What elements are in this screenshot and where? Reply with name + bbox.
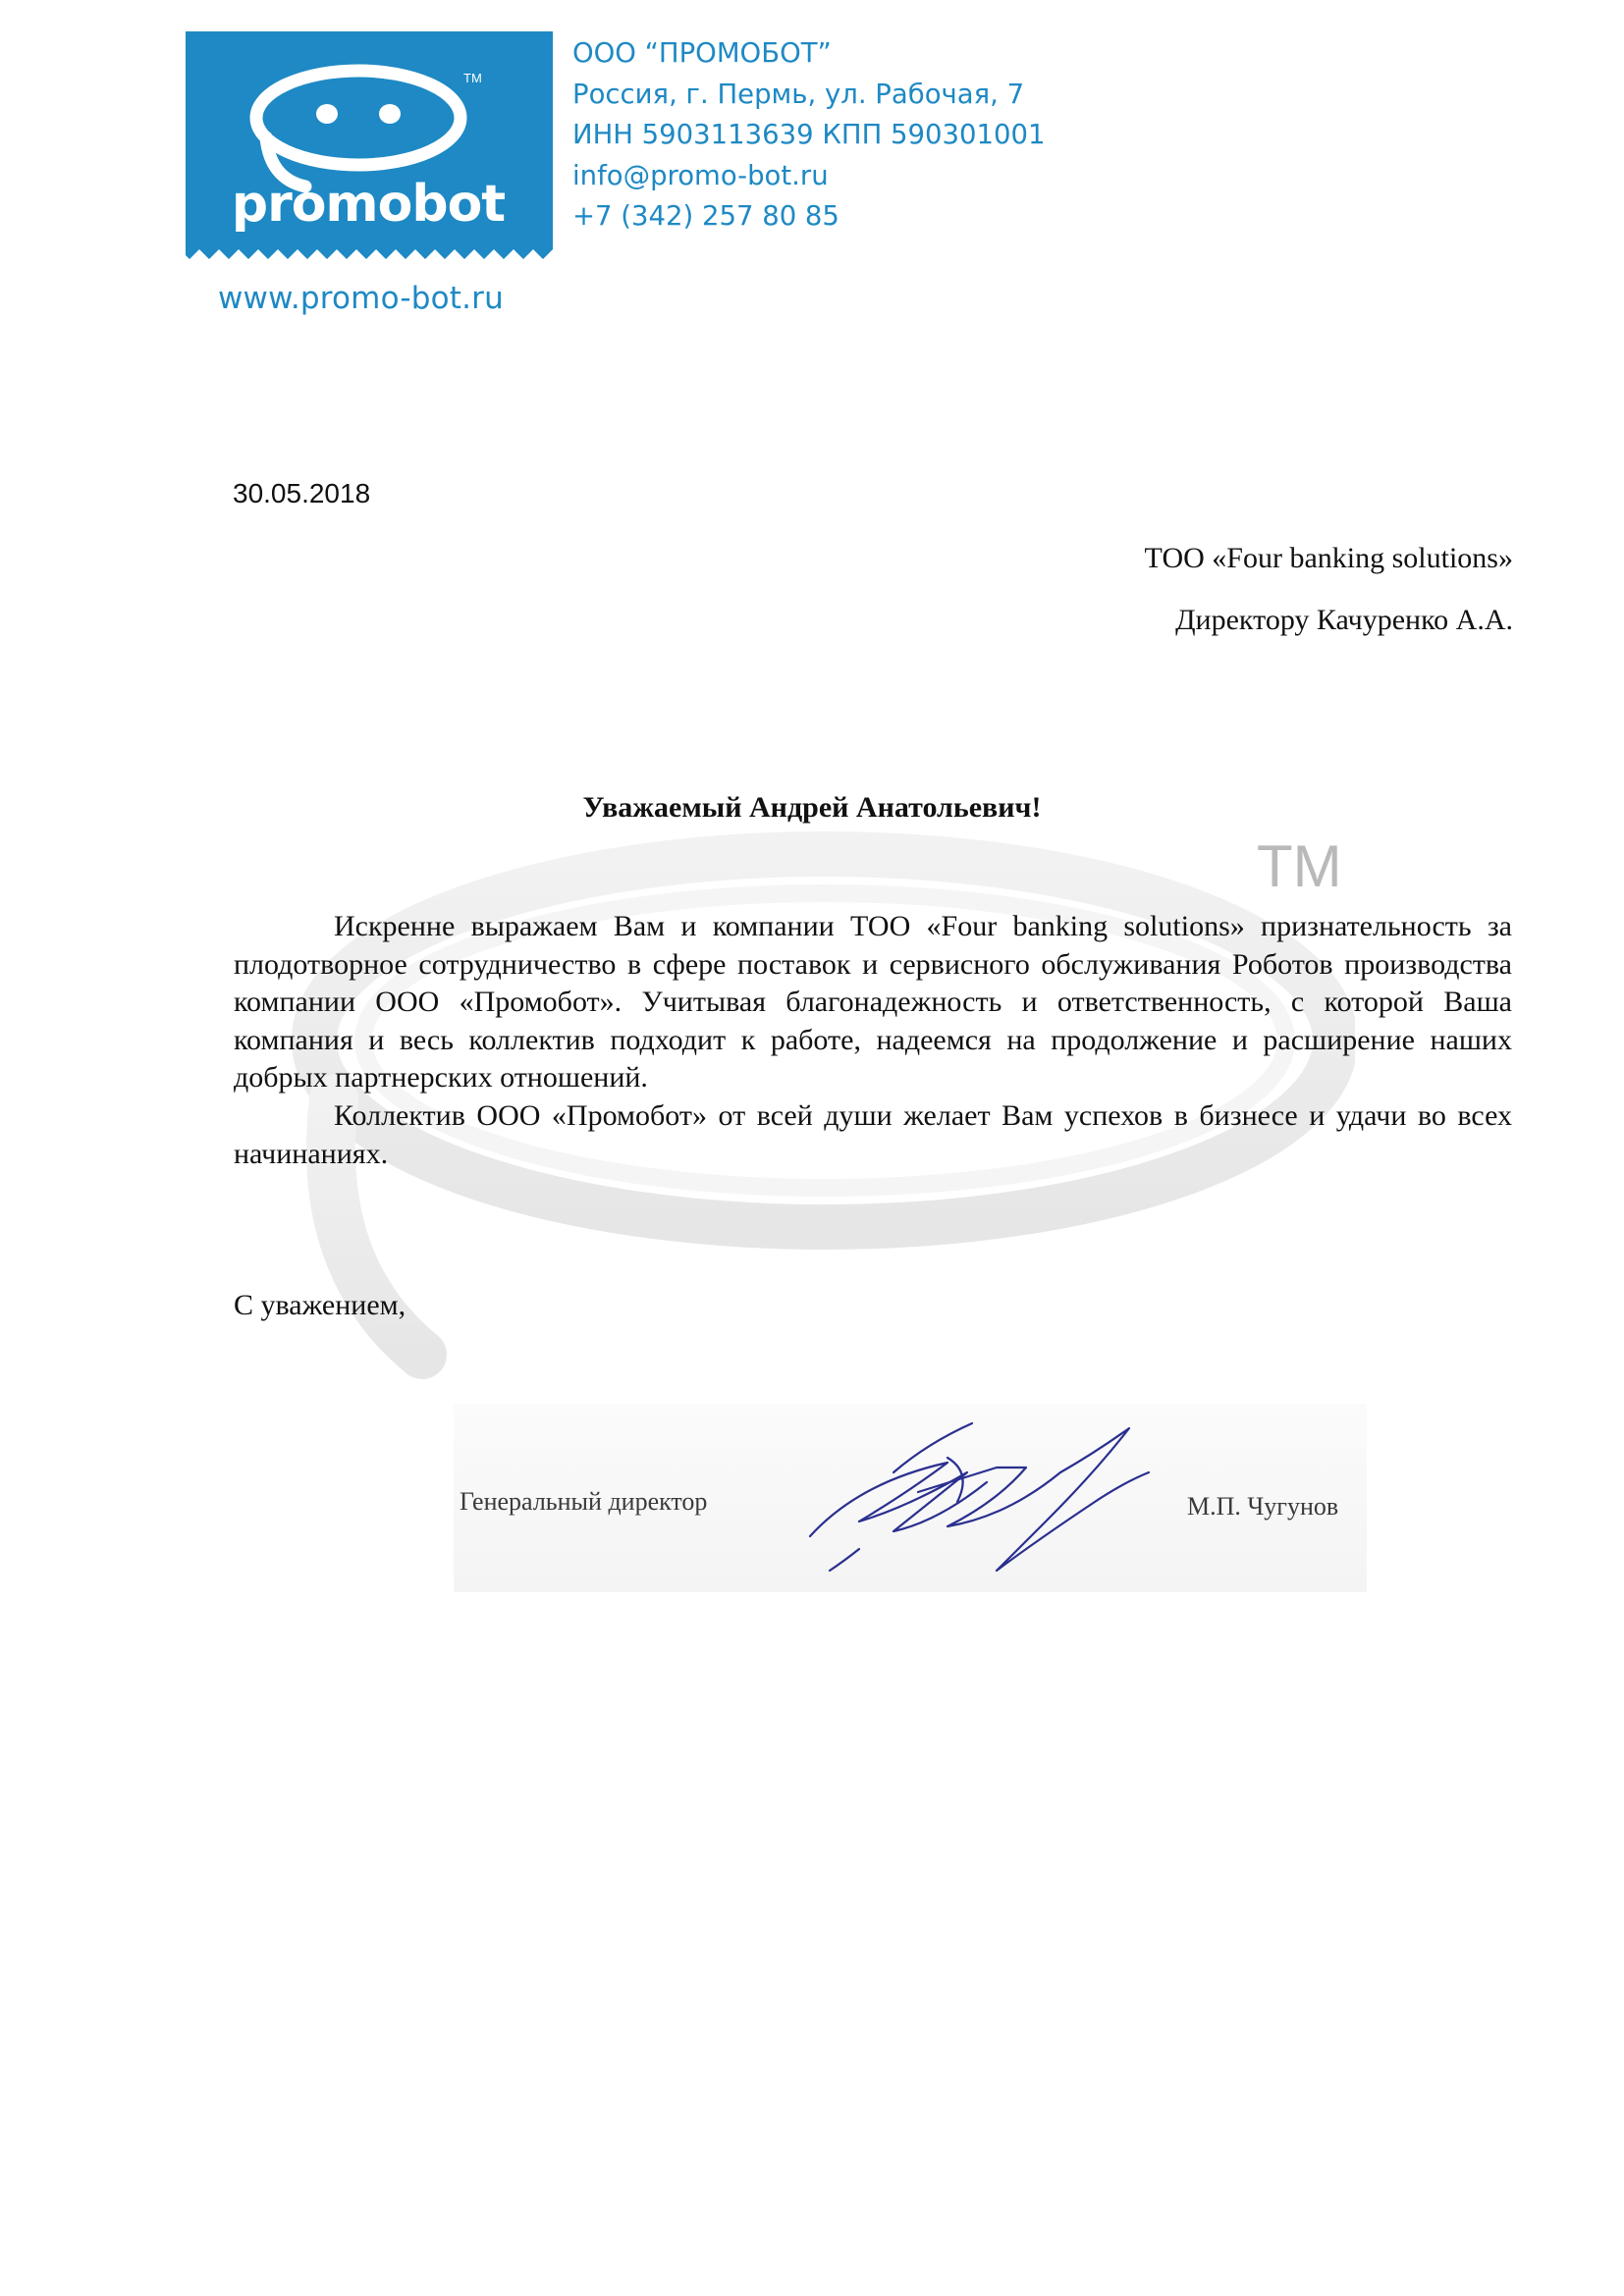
handwritten-signature [800, 1414, 1213, 1590]
signatory-name: М.П. Чугунов [1187, 1492, 1339, 1521]
company-name: ООО “ПРОМОБОТ” [572, 37, 832, 69]
company-phone[interactable]: +7 (342) 257 80 85 [572, 200, 839, 232]
recipient-organization: ТОО «Four banking solutions» [1144, 542, 1513, 574]
company-tax-ids: ИНН 5903113639 КПП 590301001 [572, 119, 1046, 150]
letter-date: 30.05.2018 [233, 478, 371, 508]
logo-tm: TM [463, 71, 482, 85]
closing-phrase: С уважением, [234, 1289, 406, 1321]
company-logo [186, 31, 553, 273]
watermark-tm: TM [1257, 833, 1342, 899]
recipient-director: Директору Качуренко А.А. [1175, 604, 1513, 636]
company-contacts [572, 33, 1045, 238]
body-paragraph: Коллектив ООО «Промобот» от всей души желает Вам успехов в бизнесе и удачи во всех начинаниях. [234, 1098, 1512, 1170]
letter-body [234, 908, 1512, 1173]
salutation: Уважаемый Андрей Анатольевич! [582, 791, 1042, 824]
website-url[interactable]: www.promo-bot.ru [218, 281, 504, 316]
signatory-title: Генеральный директор [460, 1487, 708, 1516]
body-paragraph: Искренне выражаем Вам и компании ТОО «Four banking solutions» признательность за плодотворное сотрудничество в сфере поставок и сервисного обслуживания Роботов производства компании ООО «Промобот». Учитывая благонадежность и ответственность, с которой Ваша компания и весь коллектив подходит к работе, надеемся на продолжение и расширение наших добрых партнерских отношений. [234, 910, 1512, 1095]
company-email[interactable]: info@promo-bot.ru [572, 159, 829, 191]
logo-wordmark: promobot [231, 175, 506, 234]
company-address: Россия, г. Пермь, ул. Рабочая, 7 [572, 78, 1025, 110]
